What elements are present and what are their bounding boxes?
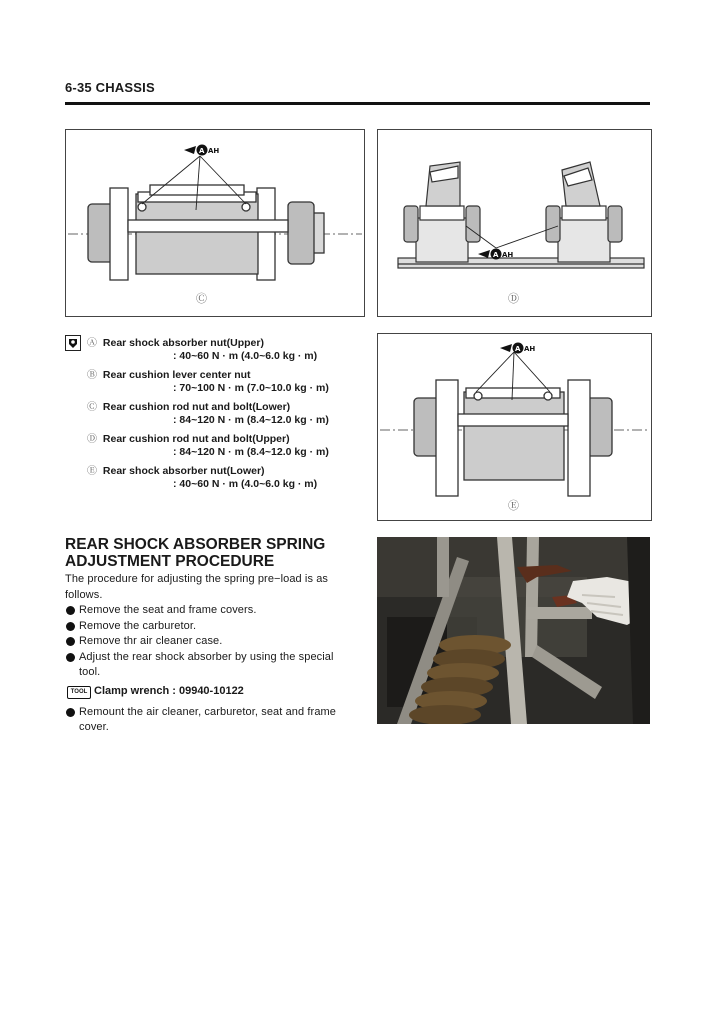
bullet-icon <box>66 606 75 615</box>
page-title: 6-35 CHASSIS <box>65 80 155 95</box>
torque-item-name: Rear shock absorber nut(Upper) <box>102 337 264 349</box>
adjustment-photo <box>377 537 650 724</box>
figure-e <box>377 333 652 521</box>
torque-item-value: : 40~60 N · m (4.0~6.0 kg · m) <box>173 478 318 490</box>
torque-item-name: Rear shock absorber nut(Lower) <box>102 465 265 477</box>
special-tool-text: Clamp wrench : 09940-10122 <box>94 684 244 697</box>
svg-text:A: A <box>493 251 499 259</box>
bullet-icon <box>66 622 75 631</box>
bullet-icon <box>66 637 75 646</box>
bullet-icon <box>66 653 75 662</box>
procedure-steps <box>65 603 340 681</box>
torque-item-name: Rear cushion rod nut and bolt(Upper) <box>102 433 290 445</box>
list-item: Remove the seat and frame covers. <box>65 603 340 619</box>
section-title <box>65 536 340 570</box>
torque-item-name: Rear cushion lever center nut <box>102 369 251 381</box>
torque-item-value: : 84~120 N · m (8.4~12.0 kg · m) <box>173 414 329 426</box>
torque-item-d: Ⓓ Rear cushion rod nut and bolt(Upper) <box>87 433 290 445</box>
list-item: Remove the carburetor. <box>65 619 340 635</box>
mark-label-d: AH <box>502 251 514 259</box>
mark-label-e: AH <box>524 345 536 353</box>
list-item: Remount the air cleaner, carburetor, seat and frame cover. <box>65 705 340 736</box>
figure-d <box>377 129 652 317</box>
torque-wrench-icon <box>65 335 81 351</box>
figure-e-label: Ⓔ <box>508 499 519 512</box>
adjustment-photo-image <box>377 537 650 724</box>
torque-item-e: Ⓔ Rear shock absorber nut(Lower) <box>87 465 265 477</box>
torque-item-name: Rear cushion rod nut and bolt(Lower) <box>102 401 291 413</box>
special-tool-line <box>65 684 340 702</box>
section-intro: The procedure for adjusting the spring pre−load is as follows. <box>65 573 329 601</box>
figure-c <box>65 129 365 317</box>
svg-text:A: A <box>199 147 205 155</box>
mark-label-c: AH <box>208 147 220 155</box>
figure-d-label: Ⓓ <box>508 292 519 305</box>
spring-adjustment-section <box>65 536 340 736</box>
list-item: Adjust the rear shock absorber by using the special tool. <box>65 650 340 681</box>
figure-c-label: Ⓒ <box>196 292 207 305</box>
torque-item-c: Ⓒ Rear cushion rod nut and bolt(Lower) <box>87 401 291 413</box>
torque-item-value: : 70~100 N · m (7.0~10.0 kg · m) <box>173 382 329 394</box>
torque-item-value: : 40~60 N · m (4.0~6.0 kg · m) <box>173 350 318 362</box>
torque-mark-e <box>500 343 535 354</box>
figure-e-drawing <box>378 334 651 520</box>
list-item: Remove thr air cleaner case. <box>65 634 340 650</box>
torque-item-a: Ⓐ Rear shock absorber nut(Upper) <box>87 337 264 349</box>
torque-item-b: Ⓑ Rear cushion lever center nut <box>87 369 251 381</box>
figure-d-drawing <box>378 130 651 316</box>
procedure-final-step <box>65 705 340 736</box>
torque-item-value: : 84~120 N · m (8.4~12.0 kg · m) <box>173 446 329 458</box>
tool-icon: TOOL <box>67 686 91 699</box>
bullet-icon <box>66 708 75 717</box>
page-header <box>65 78 650 105</box>
figure-c-drawing <box>66 130 364 316</box>
svg-text:A: A <box>515 345 521 353</box>
section-title-line2: ADJUSTMENT PROCEDURE <box>65 553 275 570</box>
section-title-line1: REAR SHOCK ABSORBER SPRING <box>65 536 326 553</box>
torque-mark-c <box>184 145 219 156</box>
